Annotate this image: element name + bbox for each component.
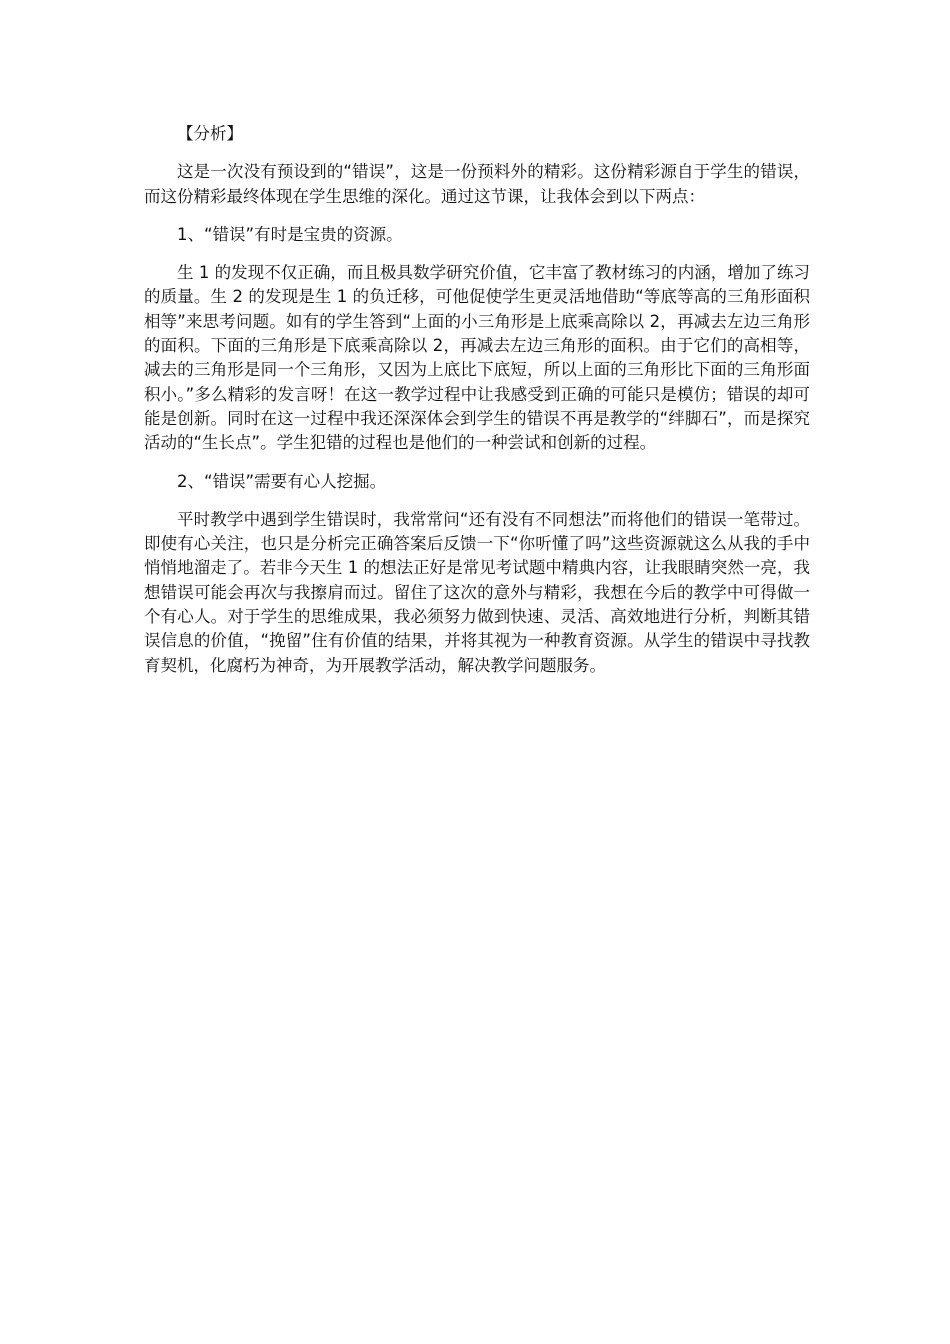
document-body [144, 122, 810, 692]
paragraph-intro: 这是一次没有预设到的“错误”，这是一份预料外的精彩。这份精彩源自于学生的错误，而这份精彩最终体现在学生思维的深化。通过这节课，让我体会到以下两点： [144, 162, 810, 206]
paragraph-point-2: 平时教学中遇到学生错误时，我常常问“还有没有不同想法”而将他们的错误一笔带过。即使有心关注，也只是分析完正确答案后反馈一下“你听懂了吗”这些资源就这么从我的手中悄悄地溜走了。若非今天生 1 的想法正好是常见考试题中精典内容，让我眼睛突然一亮，我想错误可能会再次与我擦肩而过。留住了这次的意外与精彩，我想在今后的教学中可得做一个有心人。对于学生的思维成果，我必须努力做到快速、灵活、高效地进行分析，判断其错误信息的价值，“挽留”住有价值的结果，并将其视为一种教育资源。从学生的错误中寻找教育契机，化腐朽为神奇，为开展教学活动，解决教学问题服务。 [144, 509, 810, 675]
point-1-title: 1、“错误”有时是宝贵的资源。 [177, 224, 403, 244]
section-heading: 【分析】 [177, 124, 243, 143]
paragraph-point-1: 生 1 的发现不仅正确，而且极具数学研究价值，它丰富了教材练习的内涵，增加了练习的质量。生 2 的发现是生 1 的负迁移，可他促使学生更灵活地借助“等底等高的三角形面积相等”来思考问题。如有的学生答到“上面的小三角形是上底乘高除以 2，再减去左边三角形的面积。下面的三角形是下底乘高除以 2，再减去左边三角形的面积。由于它们的高相等，减去的三角形是同一个三角形，又因为上底比下底短，所以上面的三角形比下面的三角形面积小。”多么精彩的发言呀！在这一教学过程中让我感受到正确的可能只是模仿；错误的却可能是创新。同时在这一过程中我还深深体会到学生的错误不再是教学的“绊脚石”，而是探究活动的“生长点”。学生犯错的过程也是他们的一种尝试和创新的过程。 [144, 263, 810, 453]
point-2-title: 2、“错误”需要有心人挖掘。 [177, 471, 387, 491]
